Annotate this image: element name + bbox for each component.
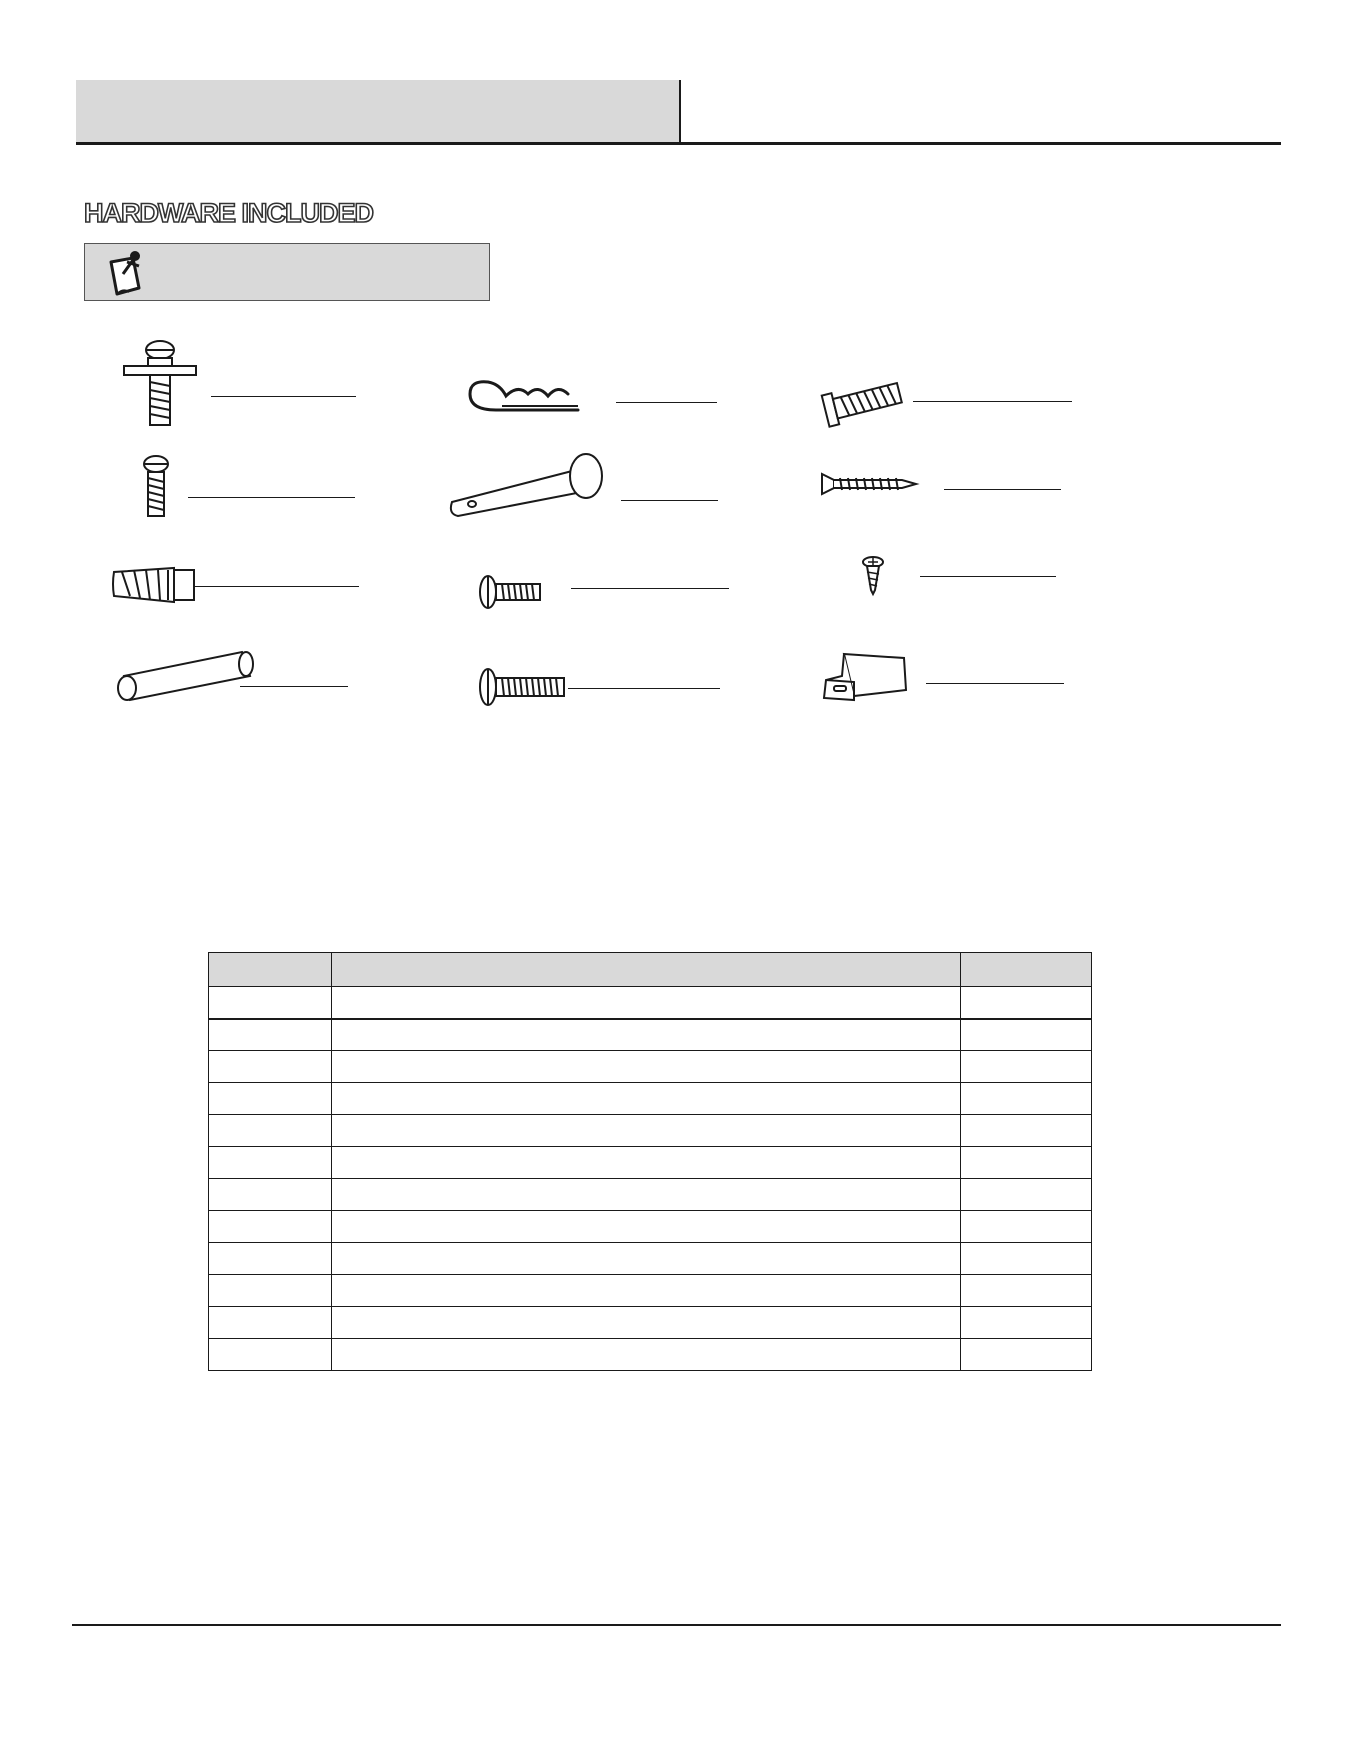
table-cell	[209, 1339, 332, 1371]
table-cell	[961, 1307, 1092, 1339]
table-cell	[209, 1243, 332, 1275]
table-cell	[209, 1307, 332, 1339]
long-machine-screw-icon	[478, 664, 568, 710]
table-cell	[961, 1147, 1092, 1179]
hardware-table	[208, 952, 1092, 1371]
rod-pin-leader	[240, 686, 348, 687]
table-row	[209, 1211, 1092, 1243]
bracket-clip-icon	[820, 650, 910, 704]
hairpin-clip-icon	[466, 376, 584, 416]
table-cell	[332, 1275, 961, 1307]
table-cell	[332, 1115, 961, 1147]
table-cell	[332, 1147, 961, 1179]
wood-screw-icon	[818, 468, 920, 498]
table-cell	[961, 1275, 1092, 1307]
table-cell	[961, 1243, 1092, 1275]
table-row	[209, 1275, 1092, 1307]
table-row	[209, 1083, 1092, 1115]
table-cell	[332, 1243, 961, 1275]
table-cell	[332, 1307, 961, 1339]
small-wood-screw-leader	[920, 576, 1056, 577]
table-cell	[332, 1211, 961, 1243]
table-cell	[961, 1051, 1092, 1083]
table-cell	[209, 1051, 332, 1083]
pushpin-note-icon	[103, 248, 151, 298]
table-cell	[332, 987, 961, 1019]
bolt-with-washer-leader	[211, 396, 356, 397]
table-cell	[209, 1019, 332, 1051]
hairpin-clip-leader	[616, 402, 717, 403]
table-cell	[209, 1147, 332, 1179]
small-screw-icon	[134, 454, 178, 520]
table-row	[209, 987, 1092, 1019]
table-row	[209, 1307, 1092, 1339]
table-cell	[961, 1211, 1092, 1243]
table-cell	[961, 1019, 1092, 1051]
long-machine-screw-leader	[568, 688, 720, 689]
flat-head-bolt-icon	[820, 372, 904, 428]
table-row	[209, 1115, 1092, 1147]
table-row	[209, 1147, 1092, 1179]
table-cell	[209, 1211, 332, 1243]
clevis-pin-icon	[444, 452, 606, 518]
wire-connector-icon	[110, 562, 198, 606]
table-row	[209, 1019, 1092, 1051]
table-row	[209, 1179, 1092, 1211]
table-cell	[332, 1179, 961, 1211]
flat-head-bolt-leader	[913, 401, 1072, 402]
table-header-part	[209, 953, 332, 987]
table-header-row	[209, 953, 1092, 987]
clevis-pin-leader	[621, 500, 718, 501]
table-cell	[209, 1275, 332, 1307]
table-cell	[961, 1115, 1092, 1147]
table-cell	[332, 1339, 961, 1371]
header-rule	[76, 142, 1281, 145]
bracket-clip-leader	[926, 683, 1064, 684]
table-row	[209, 1339, 1092, 1371]
rod-pin-icon	[114, 646, 256, 704]
header-divider	[679, 80, 681, 144]
short-machine-screw-leader	[571, 588, 729, 589]
table-cell	[209, 1115, 332, 1147]
table-row	[209, 1243, 1092, 1275]
short-machine-screw-icon	[478, 572, 544, 612]
table-cell	[961, 1179, 1092, 1211]
wood-screw-leader	[944, 489, 1061, 490]
table-cell	[209, 1083, 332, 1115]
table-cell	[961, 1339, 1092, 1371]
header-title-bar	[76, 80, 679, 142]
table-row	[209, 1051, 1092, 1083]
table-header-description	[332, 953, 961, 987]
table-cell	[961, 987, 1092, 1019]
table-cell	[209, 1179, 332, 1211]
bolt-with-washer-icon	[120, 338, 200, 430]
small-wood-screw-icon	[858, 556, 888, 596]
table-cell	[332, 1051, 961, 1083]
section-title: HARDWARE INCLUDED	[84, 198, 373, 228]
small-screw-leader	[188, 497, 355, 498]
note-box	[84, 243, 490, 301]
table-cell	[332, 1083, 961, 1115]
table-cell	[332, 1019, 961, 1051]
table-header-quantity	[961, 953, 1092, 987]
wire-connector-leader	[195, 586, 359, 587]
footer-rule	[72, 1624, 1281, 1626]
table-cell	[209, 987, 332, 1019]
table-cell	[961, 1083, 1092, 1115]
